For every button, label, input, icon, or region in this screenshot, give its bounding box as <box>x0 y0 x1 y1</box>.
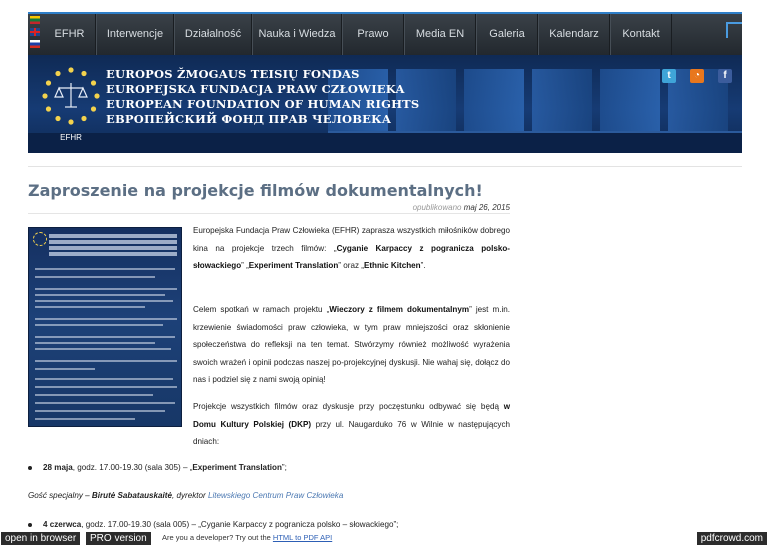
poster-text-line <box>35 276 155 278</box>
list-item: 28 maja, godz. 17.00-19.30 (sala 305) – „Experiment Translation”; <box>28 462 287 474</box>
poster-text-line <box>35 418 135 420</box>
paragraph-venue: Projekcje wszystkich filmów oraz dyskusje przy poczęstunku odbywać się będą w Domu Kultury Polskiej (DKP) przy ul. Naugarduko 76 w Wilnie w następujących dniach: <box>193 402 511 446</box>
menu-corner-icon <box>726 22 742 38</box>
poster-text-line <box>35 410 165 412</box>
project-name: Wieczory z filmem dokumentalnym <box>329 305 470 314</box>
film-title: Ethnic Kitchen <box>363 261 421 270</box>
bullet-icon <box>28 466 32 470</box>
poster-text-line <box>35 402 175 404</box>
logo-star-icon <box>81 71 86 76</box>
logo-star-icon <box>68 119 73 124</box>
venue-name: w Domu Kultury Polskiej (DKP) <box>193 402 510 429</box>
nav-item-kalendarz[interactable]: Kalendarz <box>538 14 610 55</box>
logo-star-icon <box>42 93 47 98</box>
guest-name: Birutė Sabatauskaitė <box>91 491 172 500</box>
poster-text-line <box>35 348 171 350</box>
poster-text-line <box>35 294 165 296</box>
nav-menu <box>44 14 672 55</box>
main-navigation <box>28 12 742 55</box>
nav-item-nauka-i-wiedza[interactable]: Nauka i Wiedza <box>252 14 342 55</box>
poster-logo-icon <box>33 232 47 246</box>
twitter-icon[interactable]: t <box>662 69 676 83</box>
logo-star-icon <box>81 116 86 121</box>
nav-item-prawo[interactable]: Prawo <box>342 14 404 55</box>
poster-text-line <box>35 368 95 370</box>
nav-item-interwencje[interactable]: Interwencje <box>96 14 174 55</box>
list-item: 4 czerwca, godz. 17.00-19.30 (sala 005) – „Cyganie Karpaccy z pogranicza polsko – słowackiego”; <box>28 519 398 531</box>
logo-star-icon <box>46 106 51 111</box>
poster-text-line <box>35 306 145 308</box>
lithuanian-flag-icon[interactable] <box>30 16 40 24</box>
name-pl: EUROPEJSKA FUNDACJA PRAW CZŁOWIEKA <box>106 82 405 96</box>
poster-text-line <box>35 378 173 380</box>
foundation-names <box>106 67 419 127</box>
divider <box>28 166 742 167</box>
article-meta <box>413 203 510 212</box>
hrmi-link[interactable]: Litewskiego Centrum Praw Człowieka <box>207 491 344 500</box>
logo-star-icon <box>68 67 73 72</box>
nav-item-działalność[interactable]: Działalność <box>174 14 252 55</box>
pro-version-button[interactable]: PRO version <box>86 532 151 545</box>
poster-text-line <box>35 360 177 362</box>
logo-label: EFHR <box>60 133 82 142</box>
nav-item-galeria[interactable]: Galeria <box>476 14 538 55</box>
facebook-icon[interactable]: f <box>718 69 732 83</box>
english-flag-icon[interactable] <box>30 28 40 36</box>
event-poster-image[interactable] <box>28 227 182 427</box>
header-banner <box>28 55 742 153</box>
name-lt: EUROPOS ŽMOGAUS TEISIŲ FONDAS <box>106 67 360 81</box>
name-en: EUROPEAN FOUNDATION OF HUMAN RIGHTS <box>106 97 420 111</box>
poster-text-line <box>35 318 177 320</box>
meta-prefix: opublikowano <box>412 203 462 212</box>
poster-text-line <box>35 268 175 270</box>
pdfcrowd-bar <box>0 531 768 545</box>
pdfcrowd-brand[interactable]: pdfcrowd.com <box>697 532 767 545</box>
logo-star-icon <box>91 106 96 111</box>
film-title: Experiment Translation <box>248 261 339 270</box>
logo-star-icon <box>55 71 60 76</box>
pdfcrowd-promo: Are you a developer? Try out the HTML to PDF API <box>162 533 333 542</box>
poster-text-line <box>35 300 173 302</box>
name-ru: ЕВРОПЕЙСКИЙ ФОНД ПРАВ ЧЕЛОВЕКА <box>106 112 392 126</box>
publish-date: maj 26, 2015 <box>463 203 510 212</box>
open-in-browser-button[interactable]: open in browser <box>1 532 80 545</box>
logo-star-icon <box>46 80 51 85</box>
language-switcher <box>30 16 40 52</box>
film-title: Cyganie Karpaccy z pogranicza polsko-słowackiego <box>193 243 510 270</box>
poster-text-line <box>35 324 163 326</box>
meta-divider <box>28 213 510 214</box>
poster-text-line <box>35 342 155 344</box>
html-to-pdf-link[interactable]: HTML to PDF API <box>272 533 333 542</box>
logo-star-icon <box>94 93 99 98</box>
nav-item-efhr[interactable]: EFHR <box>44 14 96 55</box>
paragraph-goal: Celem spotkań w ramach projektu „Wieczory z filmem dokumentalnym” jest m.in. krzewienie świadomości praw człowieka, w tym praw mniejszości oraz skłonienie społeczeństwa do refleksji na ten temat. Stwórzymy również możliwość wyrażenia swoich wrażeń i opinii podczas naszej po-projekcyjnej dyskusji. Nie wahaj się, dołącz do nas i podziel się z nami swoją opinią! <box>193 305 510 384</box>
rss-icon[interactable]: ◔ <box>690 69 704 83</box>
nav-item-kontakt[interactable]: Kontakt <box>610 14 672 55</box>
paragraph-intro: Europejska Fundacja Praw Człowieka (EFHR) zaprasza wszystkich miłośników dobrego kina na projekcje trzech filmów: „Cyganie Karpaccy z pogranicza polsko-słowackiego” „Experiment Translation” oraz „Ethnic Kitchen”. <box>193 226 510 270</box>
poster-text-line <box>35 336 175 338</box>
efhr-logo-icon[interactable] <box>38 63 104 129</box>
poster-text-line <box>35 288 177 290</box>
logo-star-icon <box>55 116 60 121</box>
bullet-icon <box>28 523 32 527</box>
article-title[interactable]: Zaproszenie na projekcje filmów dokumentalnych! <box>28 181 483 200</box>
special-guest: Gość specjalny – Birutė Sabatauskaitė, dyrektor Litewskiego Centrum Praw Człowieka <box>28 491 344 500</box>
social-links <box>662 69 732 83</box>
russian-flag-icon[interactable] <box>30 40 40 48</box>
poster-text-line <box>35 394 153 396</box>
logo-star-icon <box>91 80 96 85</box>
poster-text-line <box>35 386 177 388</box>
nav-item-media-en[interactable]: Media EN <box>404 14 476 55</box>
